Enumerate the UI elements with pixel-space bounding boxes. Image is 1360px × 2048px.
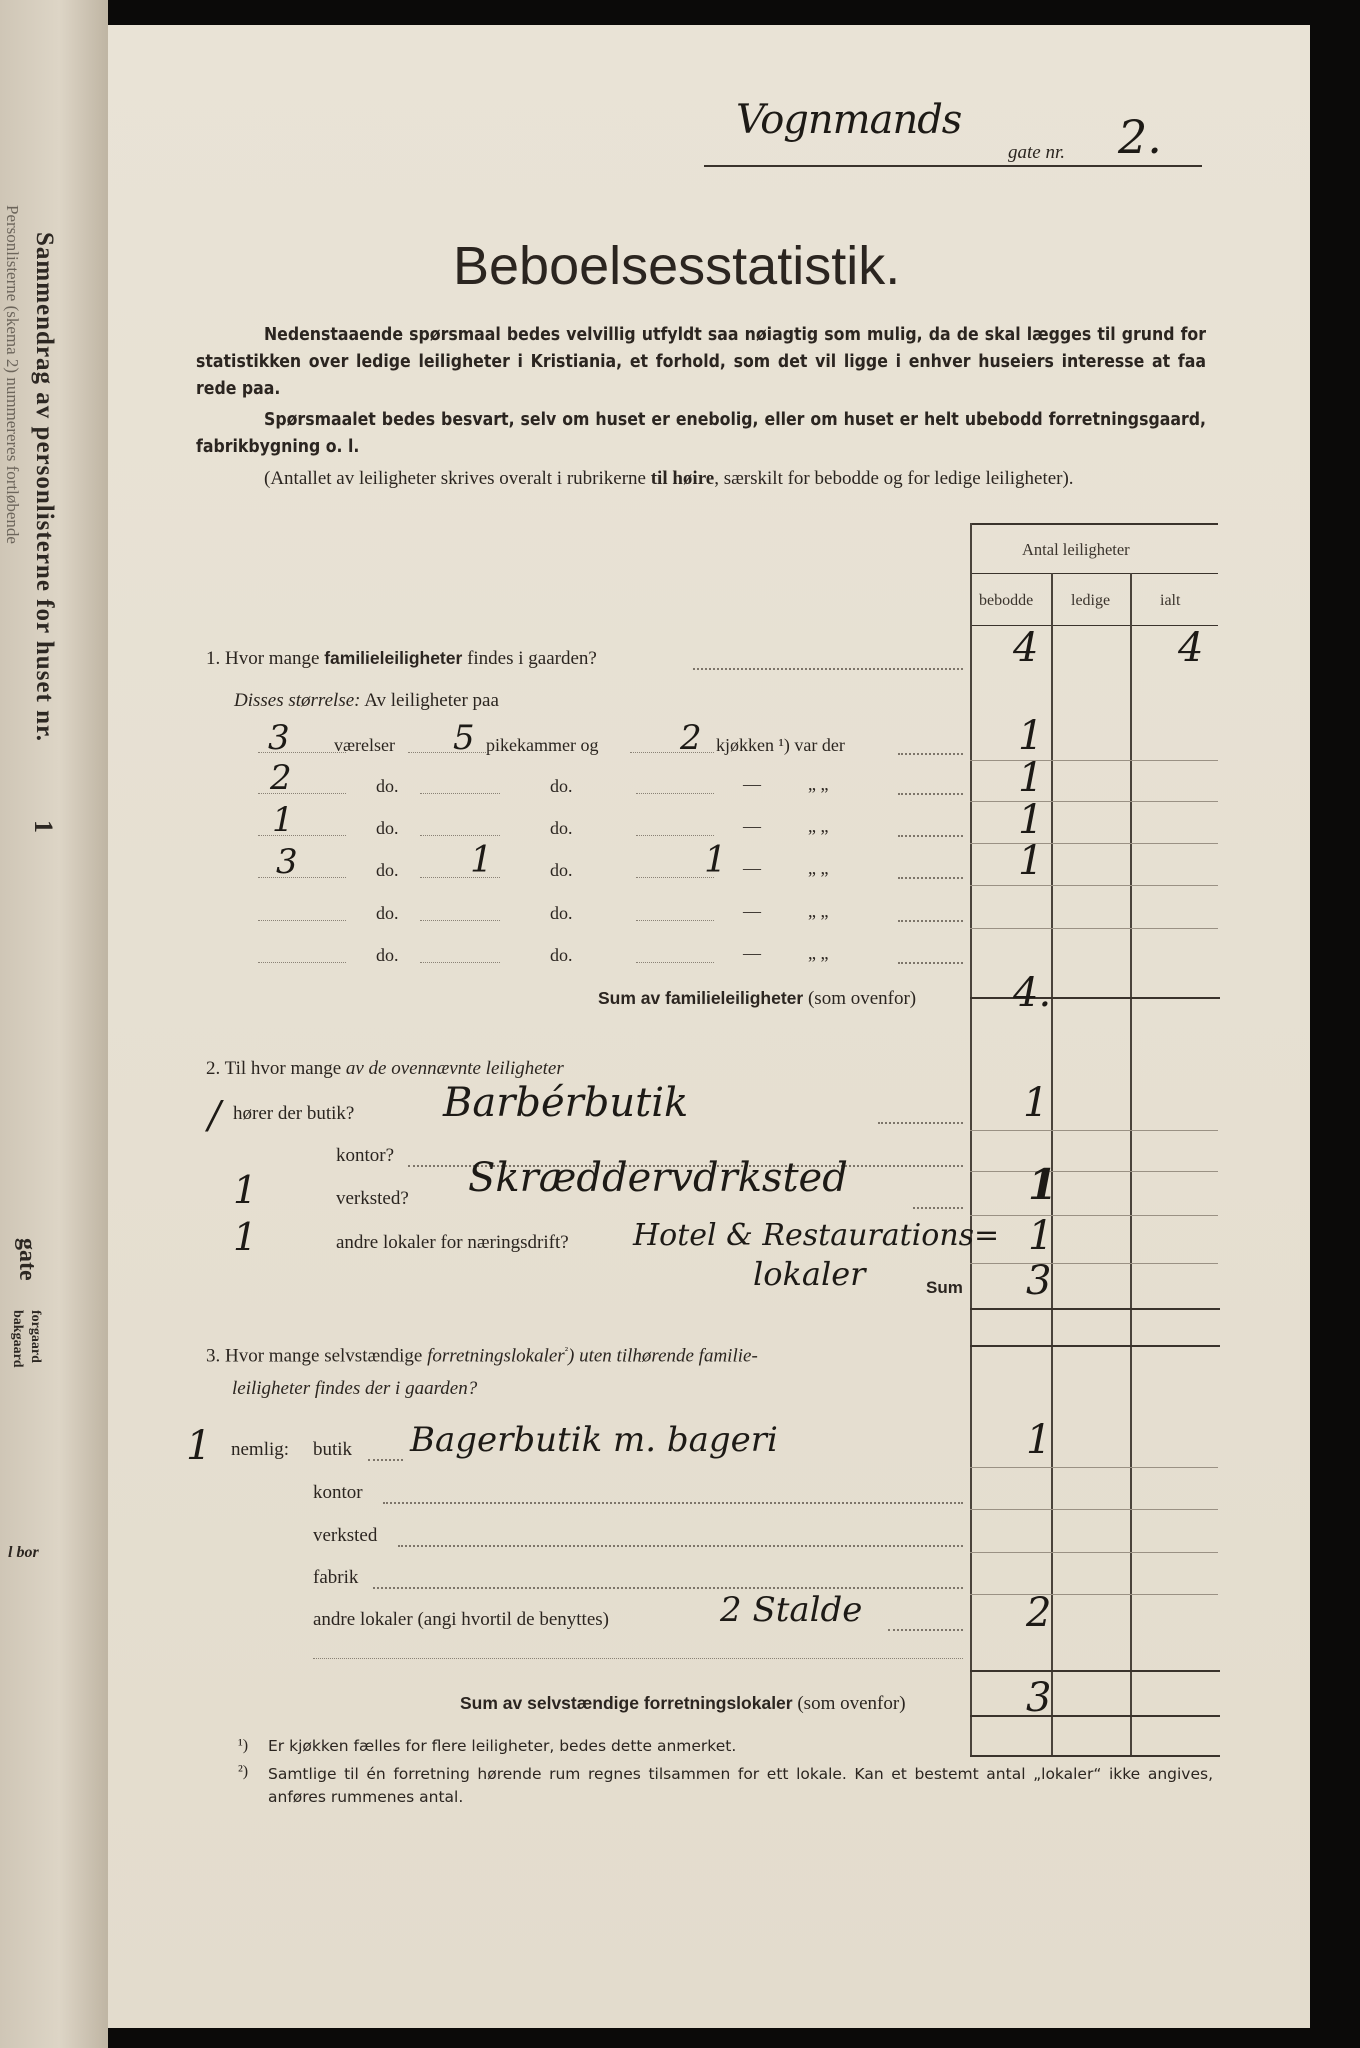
q3-label: 3. Hvor mange selvstændige forretningslokaler$^{^2}$) uten tilhørende familie-	[206, 1345, 758, 1367]
q2-butik-label: hører der butik?	[233, 1103, 355, 1124]
q2-label: 2. Til hvor mange av de ovennævnte leiligheter	[206, 1058, 564, 1079]
q1-row1-rooms: 3	[268, 718, 290, 758]
q1-row4-do1: do.	[376, 860, 399, 880]
q1-row1-maid: 5	[453, 718, 475, 758]
q1-row4-do2: do.	[550, 860, 573, 880]
q3-kontor-label: kontor	[313, 1482, 363, 1503]
q1-sum-bebodde: 4.	[1013, 970, 1052, 1016]
col-bebodde: bebodde	[979, 592, 1034, 609]
q1-row2-ditto: „ „	[808, 774, 829, 794]
q1-row4-ditto: „ „	[808, 858, 829, 878]
q3-andre-value: 2 Stalde	[720, 1590, 863, 1630]
q1-row3-do1: do.	[376, 818, 399, 838]
q1-sum-label: Sum av familieleiligheter (som ovenfor)	[598, 988, 917, 1009]
q1-row3-dash: —	[743, 816, 761, 836]
col-ialt: ialt	[1160, 592, 1181, 609]
q1-row1-vaerelser: værelser	[334, 735, 395, 755]
table-title: Antal leiligheter	[1022, 540, 1130, 559]
q1-row5-ditto: „ „	[808, 901, 829, 921]
q2-andre-count: 1	[1028, 1213, 1054, 1259]
q1-row1-bebodde: 1	[1018, 713, 1044, 759]
q3-sum-count: 3	[1026, 1675, 1052, 1721]
q3-butik-count: 1	[1026, 1417, 1052, 1463]
q1-row6-do1: do.	[376, 945, 399, 965]
q1-row2-do2: do.	[550, 776, 573, 796]
q3-nemlig: nemlig:	[231, 1439, 290, 1460]
q1-row4-rooms: 3	[276, 842, 298, 882]
q2-sum-label: Sum	[926, 1278, 963, 1297]
footnote-2: Samtlige til én forretning hørende rum regnes tilsammen for ett lokale. Kan et bestemt antal „lokaler“ ikke angives, anføres rummenes antal.	[268, 1765, 1213, 1806]
spine-house-number: 1	[29, 820, 58, 833]
q3-butik-value: Bagerbutik m. bageri	[410, 1420, 778, 1460]
q1-row5-dash: —	[743, 901, 761, 921]
q1-row6-do2: do.	[550, 945, 573, 965]
previous-page-spine	[0, 0, 108, 2048]
footnote-2-mark: ²)	[238, 1763, 249, 1780]
q1-row3-rooms: 1	[272, 800, 294, 840]
q1-row5-do1: do.	[376, 903, 399, 923]
q2-butik-mark: /	[208, 1093, 221, 1137]
q3-label-line2: leiligheter findes der i gaarden?	[232, 1378, 478, 1399]
q1-row2-bebodde: 1	[1018, 755, 1044, 801]
q1-size-label: Disses størrelse: Av leiligheter paa	[234, 690, 499, 711]
q3-andre-label: andre lokaler (angi hvortil de benyttes)	[313, 1609, 609, 1630]
spine-bakgaard: bakgaard	[10, 1310, 25, 1368]
street-underline	[704, 165, 1202, 167]
footnote-1-mark: ¹)	[238, 1737, 249, 1754]
q2-butik-count: 1	[1023, 1080, 1049, 1126]
q1-row4-dash: —	[743, 858, 761, 878]
q3-sum-label: Sum av selvstændige forretningslokaler (som ovenfor)	[460, 1693, 906, 1714]
q2-butik-value: Barbérbutik	[443, 1080, 689, 1126]
q1-row6-ditto: „ „	[808, 943, 829, 963]
spine-bor: l bor	[8, 1544, 39, 1561]
spine-subtitle: Personlisterne (skema 2) nummereres fortløbende	[3, 205, 22, 544]
q2-verksted-value: Skræddervdrksted	[468, 1155, 848, 1201]
q2-verksted-mark: 1	[233, 1168, 258, 1212]
q1-row4-bebodde: 1	[1018, 838, 1044, 884]
q2-andre-value-line2: lokaler	[753, 1255, 866, 1293]
q1-row4-maid: 1	[470, 840, 493, 881]
q2-kontor-label: kontor?	[336, 1145, 395, 1166]
q2-andre-mark: 1	[233, 1215, 258, 1259]
q1-row4-kitchen: 1	[704, 840, 727, 881]
form-page	[108, 25, 1310, 2028]
q1-row3-bebodde: 1	[1018, 797, 1044, 843]
q1-ialt-value: 4	[1178, 625, 1204, 671]
q1-row1-kitchen: 2	[680, 718, 702, 758]
q2-andre-value: Hotel & Restaurations=	[633, 1218, 1000, 1253]
spine-title: Sammendrag av personlisterne for huset nr.	[31, 232, 58, 743]
q3-butik-mark: 1	[186, 1423, 212, 1469]
spine-forgaard: forgaard	[28, 1310, 43, 1363]
q1-row3-ditto: „ „	[808, 816, 829, 836]
q1-row3-do2: do.	[550, 818, 573, 838]
q1-row1-kjokken: kjøkken ¹) var der	[716, 735, 845, 755]
q1-row2-do1: do.	[376, 776, 399, 796]
q1-row2-dash: —	[743, 774, 761, 794]
page-title: Beboelsesstatistik.	[453, 236, 901, 296]
q3-butik-label: butik	[313, 1439, 353, 1460]
q1-label: 1. Hvor mange familieleiligheter findes i gaarden?	[206, 648, 597, 669]
q2-verksted-label: verksted?	[336, 1188, 409, 1209]
q3-andre-count: 2	[1026, 1590, 1052, 1636]
spine-gate: gate	[14, 1238, 40, 1281]
q1-row6-dash: —	[743, 943, 761, 963]
intro-paragraph-1: Nedenstaaende spørsmaal bedes velvillig utfyldt saa nøiagtig som mulig, da de skal lægges til grund for statistikken over ledige leiligheter i Kristiania, et forhold, som det vil ligge i enhver huseiers interesse at faa rede paa.	[196, 325, 1206, 399]
q3-fabrik-label: fabrik	[313, 1567, 359, 1588]
street-name-handwritten: Vognmands	[736, 97, 962, 143]
gate-nr-label: gate nr.	[1008, 142, 1065, 163]
q2-sum-count: 3	[1026, 1258, 1052, 1304]
intro-paragraph-3: (Antallet av leiligheter skrives overalt i rubrikerne til høire, særskilt for bebodde og for ledige leiligheter).	[264, 468, 1074, 489]
q2-verksted-count: 1	[1028, 1160, 1058, 1209]
q1-row2-rooms: 2	[270, 758, 292, 798]
q2-andre-label: andre lokaler for næringsdrift?	[336, 1232, 569, 1253]
footnote-1: Er kjøkken fælles for flere leiligheter, bedes dette anmerket.	[268, 1737, 737, 1755]
q1-row1-pikekammer: pikekammer og	[486, 735, 599, 755]
col-ledige: ledige	[1071, 592, 1111, 609]
q1-bebodde-value: 4	[1013, 625, 1039, 671]
intro-paragraph-2: Spørsmaalet bedes besvart, selv om huset er enebolig, eller om huset er helt ubebodd forretningsgaard, fabrikbygning o. l.	[196, 410, 1206, 457]
q1-row5-do2: do.	[550, 903, 573, 923]
q3-verksted-label: verksted	[313, 1525, 378, 1546]
house-number-handwritten: 2.	[1118, 110, 1162, 164]
